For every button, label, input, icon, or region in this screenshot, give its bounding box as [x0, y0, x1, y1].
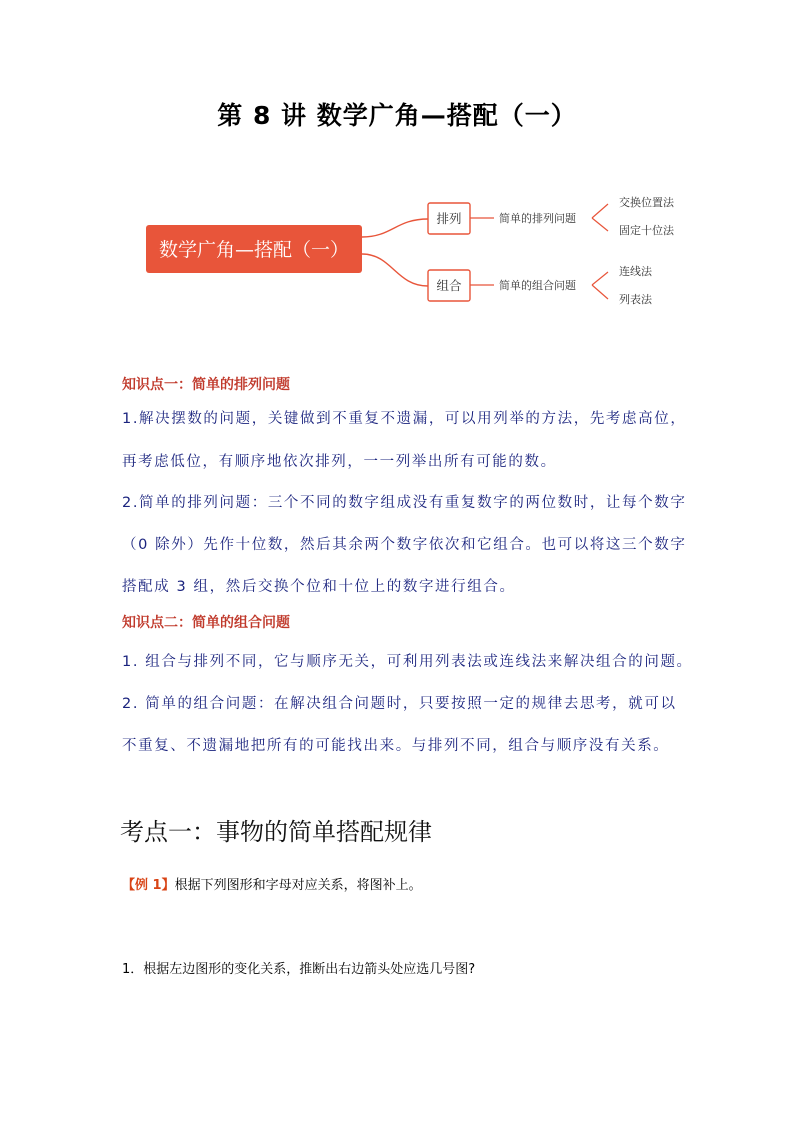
mind-map	[0, 0, 794, 340]
topic-zuhe-label: 简单的组合问题	[499, 279, 576, 292]
page-title: 第 8 讲 数学广角—搭配（一）	[217, 101, 577, 130]
example-tag: 【例 1】	[122, 878, 175, 893]
leaf-guding-label: 固定十位法	[619, 224, 674, 237]
kp2-line-3: 不重复、不遗漏地把所有的可能找出来。与排列不同，组合与顺序没有关系。	[122, 738, 670, 754]
root-to-branch1-connector	[362, 219, 428, 237]
root-to-branch2-connector	[362, 254, 428, 286]
kp1-heading: 知识点一：简单的排列问题	[122, 377, 290, 393]
branch-node-zuhe-label: 组合	[436, 278, 462, 293]
topic-pailie-label: 简单的排列问题	[499, 212, 576, 225]
question-1: 1．根据左边图形的变化关系，推断出右边箭头处应选几号图?	[122, 962, 476, 977]
kp1-line-1: 1.解决摆数的问题，关键做到不重复不遗漏，可以用列举的方法，先考虑高位，	[122, 411, 687, 427]
kp1-line-5: 搭配成 3 组，然后交换个位和十位上的数字进行组合。	[122, 579, 516, 595]
kp2-line-1: 1. 组合与排列不同，它与顺序无关，可利用列表法或连线法来解决组合的问题。	[122, 654, 693, 670]
branch-node-pailie-label: 排列	[436, 211, 462, 226]
kaodian-heading: 考点一：事物的简单搭配规律	[120, 818, 432, 846]
branch1-leaf-bracket	[592, 204, 608, 231]
kp1-line-4: （0 除外）先作十位数，然后其余两个数字依次和它组合。也可以将这三个数字	[122, 537, 687, 553]
leaf-jiaohuan-label: 交换位置法	[619, 196, 674, 209]
leaf-lianxian-label: 连线法	[619, 265, 652, 278]
kp1-line-3: 2.简单的排列问题：三个不同的数字组成没有重复数字的两位数时，让每个数字	[122, 495, 687, 511]
kp2-heading: 知识点二：简单的组合问题	[122, 615, 290, 631]
kp2-line-2: 2. 简单的组合问题：在解决组合问题时，只要按照一定的规律去思考，就可以	[122, 696, 677, 712]
leaf-liebiao-label: 列表法	[619, 293, 652, 306]
root-node-label: 数学广角—搭配（一）	[158, 239, 350, 261]
example-1	[122, 874, 422, 893]
kp1-line-2: 再考虑低位，有顺序地依次排列，一一列举出所有可能的数。	[122, 454, 557, 470]
branch2-leaf-bracket	[592, 272, 608, 299]
example-text: 根据下列图形和字母对应关系，将图补上。	[174, 878, 422, 893]
